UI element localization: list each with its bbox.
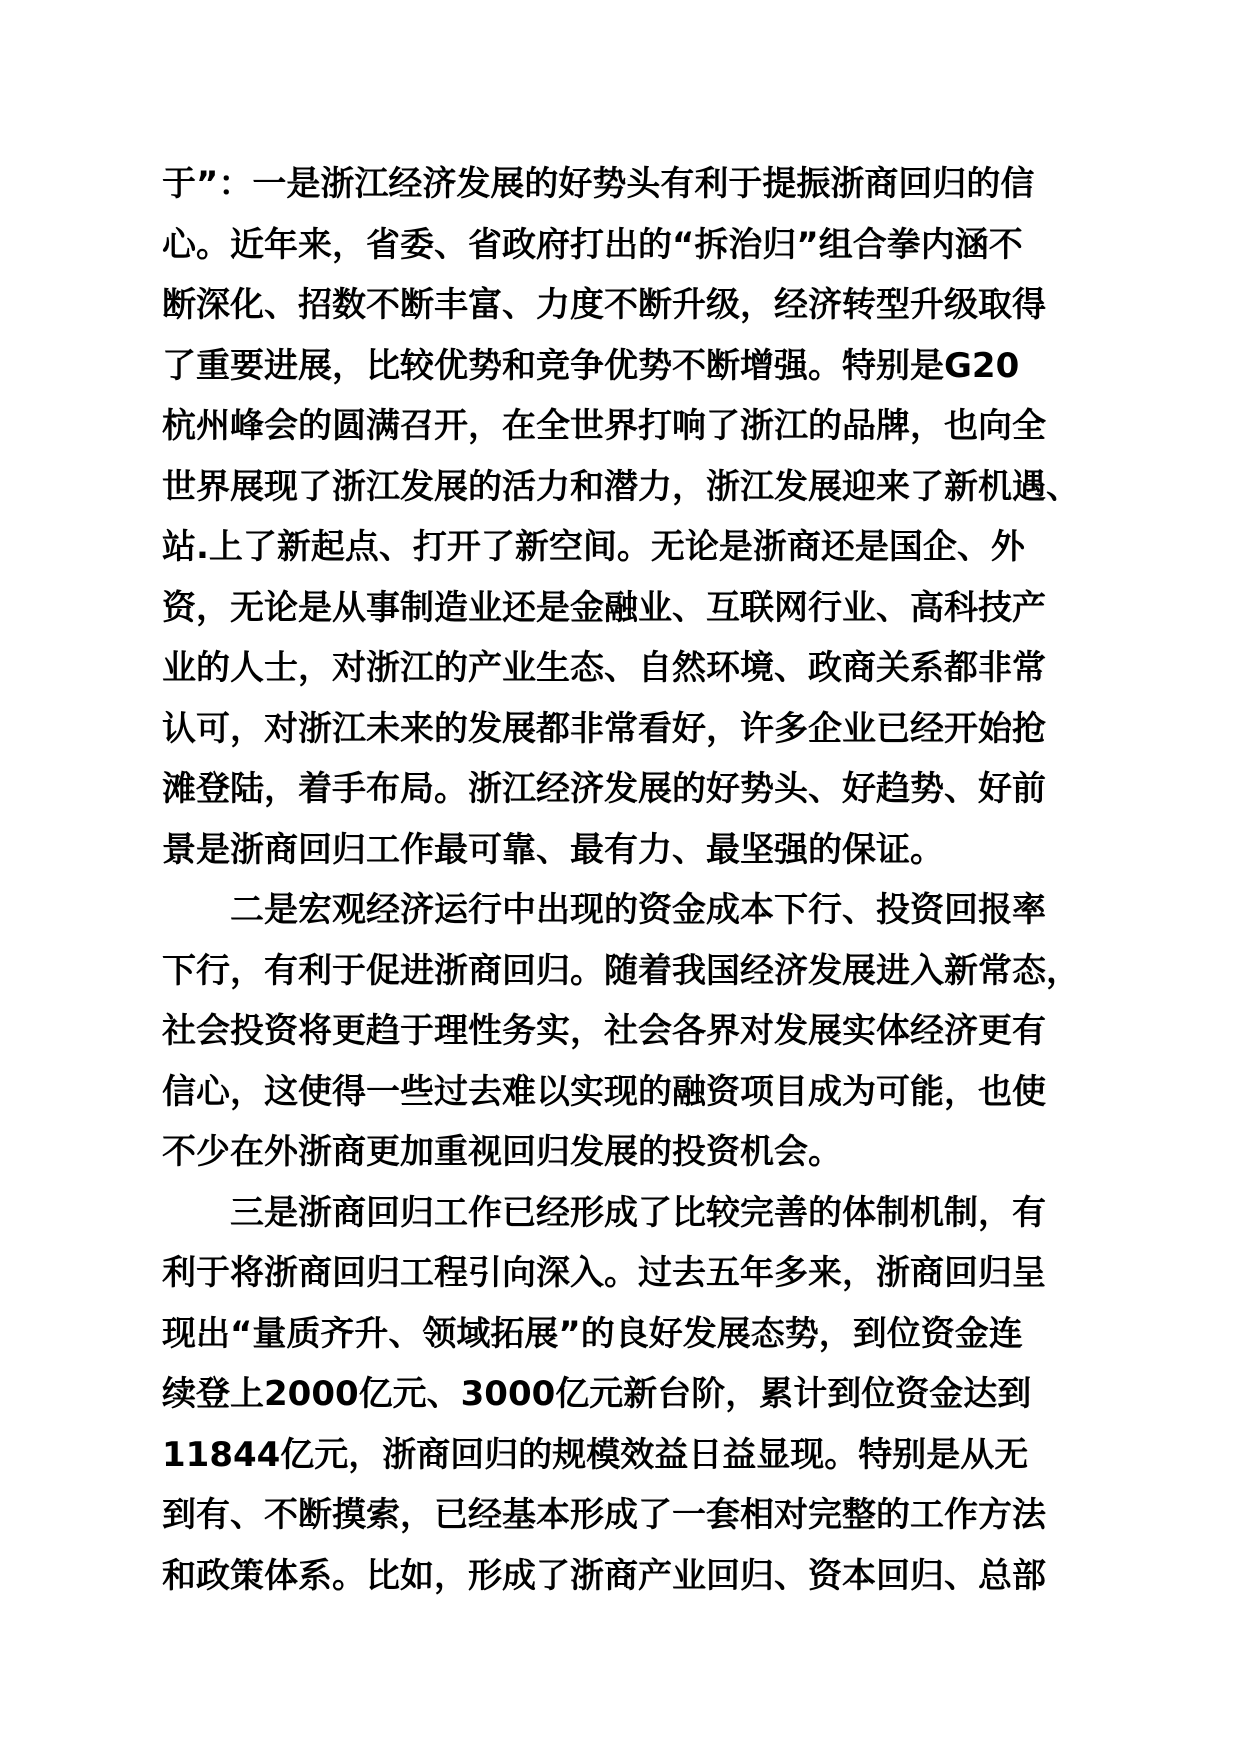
text-line: 社会投资将更趋于理性务实，社会各界对发展实体经济更有 [162, 1011, 1046, 1051]
text-line: 站.上了新起点、打开了新空间。无论是浙商还是国企、外 [162, 527, 1025, 567]
text-line: 现出“量质齐升、领域拓展”的良好发展态势，到位资金连 [162, 1313, 1023, 1354]
text-line: 不少在外浙商更加重视回归发展的投资机会。 [162, 1132, 842, 1172]
text-line: 于”：一是浙江经济发展的好势头有利于提振浙商回归的信 [162, 164, 1035, 204]
text-line: 到有、不断摸索，已经基本形成了一套相对完整的工作方法 [162, 1495, 1046, 1535]
text-line: 景是浙商回归工作最可靠、最有力、最坚强的保证。 [162, 829, 944, 870]
text-line: 了重要进展，比较优势和竞争优势不断增强。特别是G20 [162, 345, 1020, 386]
text-line: 和政策体系。比如，形成了浙商产业回归、资本回归、总部 [162, 1555, 1046, 1596]
text-line: 信心，这使得一些过去难以实现的融资项目成为可能，也使 [162, 1071, 1046, 1112]
text-line: 心。近年来，省委、省政府打出的“拆治归”组合拳内涵不 [162, 224, 1023, 265]
text-line: 世界展现了浙江发展的活力和潜力，浙江发展迎来了新机遇、 [162, 466, 1080, 507]
text-line: 资，无论是从事制造业还是金融业、互联网行业、高科技产 [162, 587, 1046, 628]
text-line: 杭州峰会的圆满召开，在全世界打响了浙江的品牌，也向全 [162, 406, 1046, 446]
text-line: 业的人士，对浙江的产业生态、自然环境、政商关系都非常 [162, 648, 1046, 688]
text-line: 11844亿元，浙商回归的规模效益日益显现。特别是从无 [162, 1434, 1029, 1475]
text-line: 认可，对浙江未来的发展都非常看好，许多企业已经开始抢 [162, 708, 1046, 749]
text-line: 滩登陆，着手布局。浙江经济发展的好势头、好趋势、好前 [162, 769, 1046, 809]
text-line: 断深化、招数不断丰富、力度不断升级，经济转型升级取得 [162, 285, 1046, 325]
paragraph-first-line: 二是宏观经济运行中出现的资金成本下行、投资回报率 [230, 890, 1046, 930]
text-line: 续登上2000亿元、3000亿元新台阶，累计到位资金达到 [162, 1374, 1032, 1414]
document-body [162, 154, 1102, 1606]
text-line: 下行，有利于促进浙商回归。随着我国经济发展进入新常态， [162, 950, 1080, 991]
text-line: 利于将浙商回归工程引向深入。过去五年多来，浙商回归呈 [162, 1253, 1046, 1293]
paragraph-first-line: 三是浙商回归工作已经形成了比较完善的体制机制，有 [230, 1192, 1046, 1233]
